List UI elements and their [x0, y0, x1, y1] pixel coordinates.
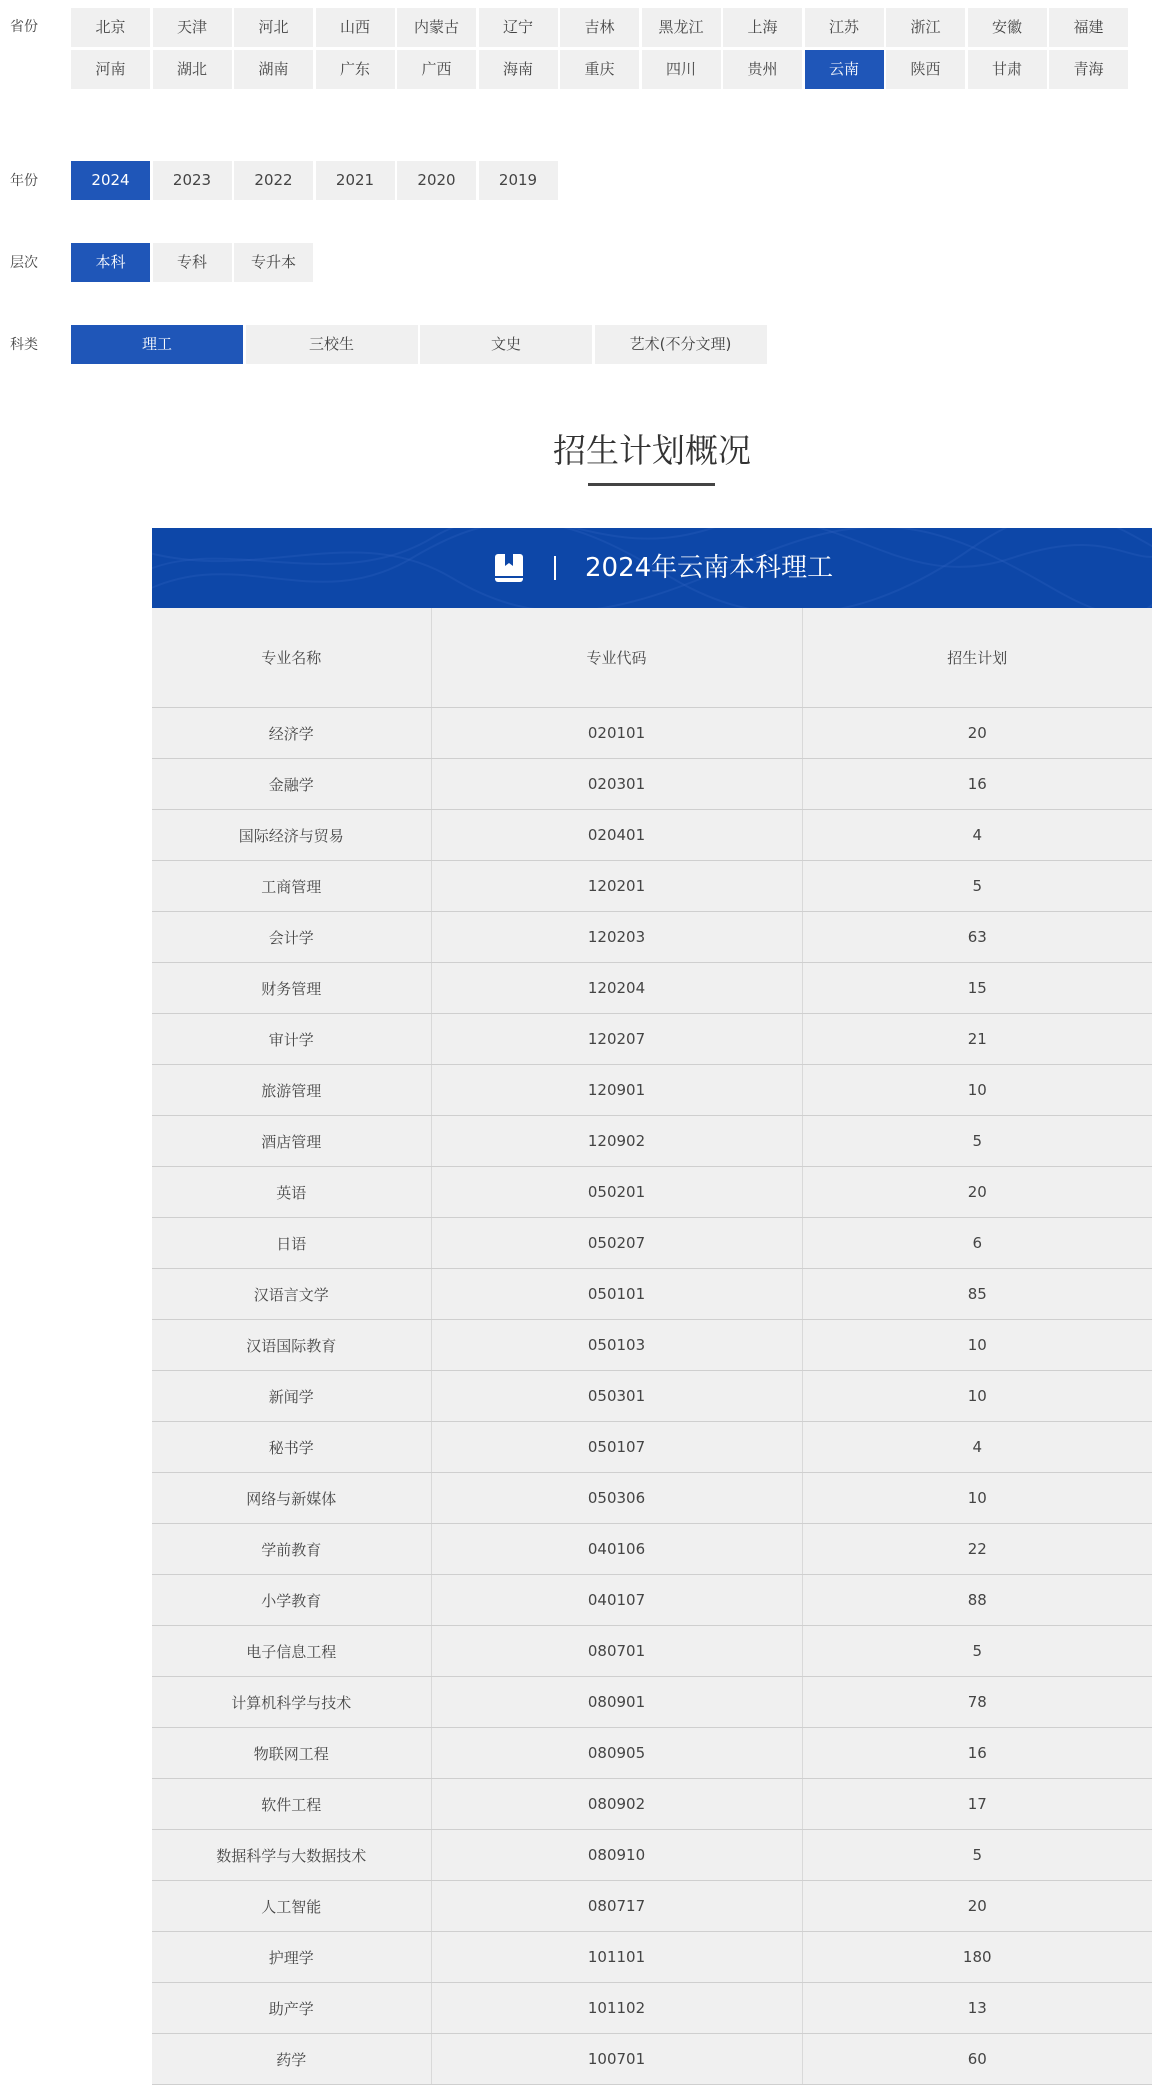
cell-plan-count: 10 — [802, 1320, 1152, 1371]
table-row — [152, 1320, 1152, 1371]
table-row — [152, 1728, 1152, 1779]
cell-plan-count: 63 — [802, 912, 1152, 963]
province-option[interactable]: 陕西 — [886, 50, 965, 89]
province-label: 省份 — [10, 19, 38, 35]
cell-major-name: 物联网工程 — [152, 1728, 431, 1779]
cell-major-code: 050201 — [431, 1167, 802, 1218]
cell-major-name: 审计学 — [152, 1014, 431, 1065]
cell-plan-count: 6 — [802, 1218, 1152, 1269]
category-option[interactable]: 三校生 — [246, 325, 418, 364]
cell-major-name: 酒店管理 — [152, 1116, 431, 1167]
cell-plan-count: 15 — [802, 963, 1152, 1014]
cell-plan-count: 20 — [802, 708, 1152, 759]
cell-plan-count: 5 — [802, 1626, 1152, 1677]
cell-major-name: 经济学 — [152, 708, 431, 759]
table-row — [152, 810, 1152, 861]
table-row — [152, 1881, 1152, 1932]
year-option[interactable]: 2020 — [397, 161, 476, 200]
cell-major-name: 小学教育 — [152, 1575, 431, 1626]
table-title: 2024年云南本科理工 — [585, 553, 834, 583]
year-filter — [0, 150, 1154, 210]
cell-major-code: 120902 — [431, 1116, 802, 1167]
cell-plan-count: 21 — [802, 1014, 1152, 1065]
cell-major-code: 080717 — [431, 1881, 802, 1932]
table-row — [152, 1677, 1152, 1728]
province-option[interactable]: 贵州 — [723, 50, 802, 89]
title-underline — [588, 483, 715, 486]
table-row — [152, 1167, 1152, 1218]
table-row — [152, 1065, 1152, 1116]
table-row — [152, 1218, 1152, 1269]
table-body — [152, 708, 1152, 2085]
table-row — [152, 1932, 1152, 1983]
table-row — [152, 708, 1152, 759]
table-row — [152, 759, 1152, 810]
table-row — [152, 861, 1152, 912]
cell-major-code: 080905 — [431, 1728, 802, 1779]
province-option[interactable]: 江苏 — [805, 8, 884, 47]
province-option[interactable]: 安徽 — [968, 8, 1047, 47]
cell-plan-count: 20 — [802, 1881, 1152, 1932]
table-row — [152, 1626, 1152, 1677]
province-option[interactable]: 云南 — [805, 50, 884, 89]
province-option[interactable]: 四川 — [642, 50, 721, 89]
province-option[interactable]: 湖南 — [234, 50, 313, 89]
cell-plan-count: 85 — [802, 1269, 1152, 1320]
cell-plan-count: 88 — [802, 1575, 1152, 1626]
cell-plan-count: 16 — [802, 1728, 1152, 1779]
province-option[interactable]: 天津 — [153, 8, 232, 47]
cell-plan-count: 13 — [802, 1983, 1152, 2034]
cell-plan-count: 4 — [802, 1422, 1152, 1473]
category-option[interactable]: 文史 — [420, 325, 592, 364]
cell-major-name: 新闻学 — [152, 1371, 431, 1422]
table-row — [152, 1014, 1152, 1065]
cell-major-code: 050107 — [431, 1422, 802, 1473]
table-row — [152, 1575, 1152, 1626]
province-filter — [0, 0, 1154, 100]
cell-major-name: 人工智能 — [152, 1881, 431, 1932]
cell-major-code: 020401 — [431, 810, 802, 861]
province-option[interactable]: 黑龙江 — [642, 8, 721, 47]
cell-plan-count: 10 — [802, 1065, 1152, 1116]
year-option[interactable]: 2021 — [316, 161, 395, 200]
cell-plan-count: 78 — [802, 1677, 1152, 1728]
level-option[interactable]: 本科 — [71, 243, 150, 282]
cell-major-code: 020101 — [431, 708, 802, 759]
category-label: 科类 — [10, 337, 38, 353]
cell-plan-count: 10 — [802, 1371, 1152, 1422]
banner-content — [152, 528, 1152, 608]
cell-major-name: 网络与新媒体 — [152, 1473, 431, 1524]
cell-major-code: 120207 — [431, 1014, 802, 1065]
year-option[interactable]: 2019 — [479, 161, 558, 200]
table-row — [152, 1983, 1152, 2034]
cell-major-code: 050207 — [431, 1218, 802, 1269]
cell-major-name: 电子信息工程 — [152, 1626, 431, 1677]
table-row — [152, 1116, 1152, 1167]
cell-major-name: 药学 — [152, 2034, 431, 2085]
province-option[interactable]: 广西 — [397, 50, 476, 89]
cell-major-name: 数据科学与大数据技术 — [152, 1830, 431, 1881]
cell-major-code: 050301 — [431, 1371, 802, 1422]
province-option[interactable]: 山西 — [316, 8, 395, 47]
province-option[interactable]: 海南 — [479, 50, 558, 89]
cell-major-code: 080701 — [431, 1626, 802, 1677]
province-option[interactable]: 辽宁 — [479, 8, 558, 47]
province-option[interactable]: 河南 — [71, 50, 150, 89]
column-header-plan-count: 招生计划 — [802, 608, 1152, 708]
cell-major-code: 050103 — [431, 1320, 802, 1371]
cell-major-code: 040106 — [431, 1524, 802, 1575]
cell-major-code: 080902 — [431, 1779, 802, 1830]
level-option[interactable]: 专科 — [153, 243, 232, 282]
province-option[interactable]: 上海 — [723, 8, 802, 47]
table-row — [152, 1830, 1152, 1881]
cell-major-code: 040107 — [431, 1575, 802, 1626]
cell-major-name: 旅游管理 — [152, 1065, 431, 1116]
cell-major-code: 020301 — [431, 759, 802, 810]
cell-major-code: 120201 — [431, 861, 802, 912]
table-row — [152, 1779, 1152, 1830]
year-option[interactable]: 2023 — [153, 161, 232, 200]
cell-major-name: 学前教育 — [152, 1524, 431, 1575]
cell-major-name: 会计学 — [152, 912, 431, 963]
column-header-major-code: 专业代码 — [431, 608, 802, 708]
level-option[interactable]: 专升本 — [234, 243, 313, 282]
cell-plan-count: 180 — [802, 1932, 1152, 1983]
table-row — [152, 1269, 1152, 1320]
cell-plan-count: 22 — [802, 1524, 1152, 1575]
cell-major-name: 汉语言文学 — [152, 1269, 431, 1320]
cell-plan-count: 10 — [802, 1473, 1152, 1524]
section-title: 招生计划概况 — [553, 431, 751, 470]
province-option[interactable]: 吉林 — [560, 8, 639, 47]
cell-major-code: 120203 — [431, 912, 802, 963]
cell-major-code: 101101 — [431, 1932, 802, 1983]
cell-major-code: 050306 — [431, 1473, 802, 1524]
table-row — [152, 963, 1152, 1014]
cell-major-code: 120204 — [431, 963, 802, 1014]
cell-plan-count: 20 — [802, 1167, 1152, 1218]
cell-plan-count: 60 — [802, 2034, 1152, 2085]
province-option[interactable]: 重庆 — [560, 50, 639, 89]
table-row — [152, 2034, 1152, 2085]
cell-major-name: 护理学 — [152, 1932, 431, 1983]
table-header-row — [152, 608, 1152, 708]
year-option[interactable]: 2022 — [234, 161, 313, 200]
table-row — [152, 1473, 1152, 1524]
province-option[interactable]: 广东 — [316, 50, 395, 89]
level-label: 层次 — [10, 255, 38, 271]
cell-major-code: 050101 — [431, 1269, 802, 1320]
province-option[interactable]: 内蒙古 — [397, 8, 476, 47]
province-option[interactable]: 福建 — [1049, 8, 1128, 47]
cell-major-name: 计算机科学与技术 — [152, 1677, 431, 1728]
province-option[interactable]: 河北 — [234, 8, 313, 47]
cell-major-name: 汉语国际教育 — [152, 1320, 431, 1371]
cell-major-name: 国际经济与贸易 — [152, 810, 431, 861]
province-option[interactable]: 湖北 — [153, 50, 232, 89]
cell-major-code: 101102 — [431, 1983, 802, 2034]
cell-plan-count: 17 — [802, 1779, 1152, 1830]
column-header-major-name: 专业名称 — [152, 608, 431, 708]
category-option[interactable]: 艺术(不分文理) — [595, 325, 767, 364]
cell-major-code: 080901 — [431, 1677, 802, 1728]
cell-major-name: 日语 — [152, 1218, 431, 1269]
table-row — [152, 1422, 1152, 1473]
cell-major-code: 100701 — [431, 2034, 802, 2085]
cell-plan-count: 4 — [802, 810, 1152, 861]
table-row — [152, 1524, 1152, 1575]
category-option[interactable]: 理工 — [71, 325, 243, 364]
province-option[interactable]: 浙江 — [886, 8, 965, 47]
cell-plan-count: 5 — [802, 861, 1152, 912]
province-option[interactable]: 青海 — [1049, 50, 1128, 89]
level-filter — [0, 232, 1154, 292]
banner-separator — [554, 556, 556, 580]
table-row — [152, 912, 1152, 963]
year-label: 年份 — [10, 173, 38, 189]
year-option[interactable]: 2024 — [71, 161, 150, 200]
cell-major-name: 金融学 — [152, 759, 431, 810]
book-icon — [493, 552, 525, 584]
province-option[interactable]: 北京 — [71, 8, 150, 47]
cell-major-code: 080910 — [431, 1830, 802, 1881]
cell-major-name: 秘书学 — [152, 1422, 431, 1473]
cell-major-name: 软件工程 — [152, 1779, 431, 1830]
province-option[interactable]: 甘肃 — [968, 50, 1047, 89]
cell-plan-count: 5 — [802, 1830, 1152, 1881]
cell-major-code: 120901 — [431, 1065, 802, 1116]
table-row — [152, 1371, 1152, 1422]
cell-major-name: 财务管理 — [152, 963, 431, 1014]
cell-major-name: 助产学 — [152, 1983, 431, 2034]
cell-major-name: 英语 — [152, 1167, 431, 1218]
category-filter — [0, 314, 1154, 374]
cell-plan-count: 5 — [802, 1116, 1152, 1167]
table-banner — [152, 528, 1152, 608]
cell-major-name: 工商管理 — [152, 861, 431, 912]
cell-plan-count: 16 — [802, 759, 1152, 810]
enrollment-plan-table — [152, 608, 1152, 2085]
